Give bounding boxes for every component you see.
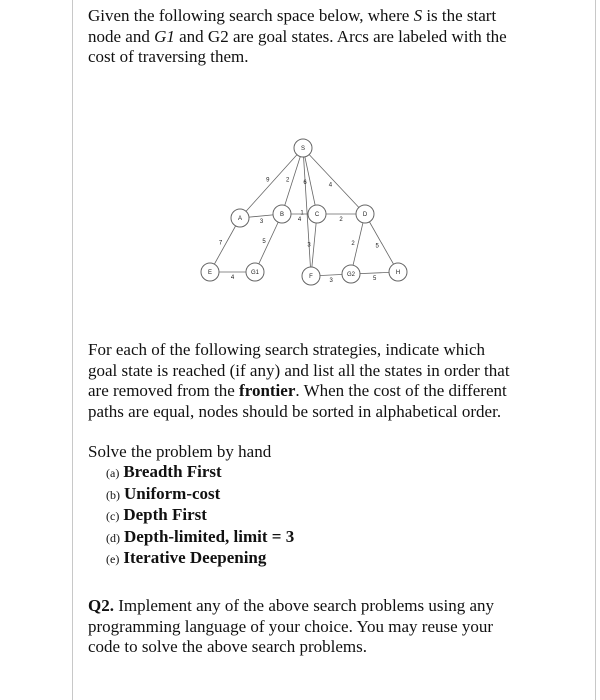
- graph-edge: [240, 146, 306, 218]
- instructions-text-2: . When the cost of the different paths are equal, nodes should be sorted in alphabetical order.: [88, 381, 507, 421]
- edge-cost-label: 1: [300, 210, 304, 217]
- edge-cost-label: 6: [303, 180, 307, 186]
- frontier-term: frontier: [239, 381, 296, 400]
- strategy-label: (c): [106, 509, 120, 523]
- edge-cost-label: 7: [218, 240, 223, 247]
- edge-cost-label: 2: [351, 240, 355, 247]
- strategy-label: (a): [106, 466, 120, 480]
- graph-node-g2: [342, 265, 360, 283]
- strategy-name: Breadth First: [123, 462, 222, 481]
- strategy-item: [106, 548, 294, 570]
- edge-cost-label: 3: [307, 242, 311, 249]
- intro-start-node: S: [413, 6, 423, 25]
- strategy-item: [106, 505, 294, 527]
- graph-node-a: [231, 209, 249, 227]
- edge-cost-label: 2: [339, 217, 343, 223]
- node-label: G2: [346, 272, 356, 278]
- solve-by-hand-line: Solve the problem by hand: [88, 442, 272, 461]
- intro-paragraph: [88, 6, 518, 68]
- edge-cost-label: 3: [259, 219, 264, 225]
- edge-cost-label: 3: [329, 278, 333, 284]
- edge-cost-label: 4: [297, 217, 302, 223]
- intro-goal-g1: G1: [154, 26, 175, 46]
- strategy-list: [106, 462, 294, 570]
- instructions-text-1: For each of the following search strategies, indicate which goal state is reached (if any) and list all the states in order that are removed from the: [88, 340, 510, 400]
- q2-text: Implement any of the above search problems using any programming language of your choice. You may reuse your code to solve the above search problems.: [88, 596, 495, 656]
- node-label: C: [314, 212, 320, 218]
- graph-node-e: [201, 263, 219, 281]
- graph-edge: [300, 146, 365, 214]
- edge-cost-label: 9: [266, 177, 270, 184]
- strategy-name: Uniform-cost: [124, 483, 221, 503]
- graph-node-b: [273, 205, 291, 223]
- node-label: S: [300, 146, 306, 152]
- strategy-name: Iterative Deepening: [123, 548, 267, 567]
- strategy-item: [106, 527, 294, 549]
- q2-number: Q2.: [88, 596, 114, 615]
- edge-cost-label: 4: [230, 275, 235, 281]
- intro-text-3: and G2 are goal states. Arcs are labeled with the cost of traversing them.: [88, 26, 507, 66]
- node-label: B: [279, 212, 285, 218]
- edge-cost-label: 5: [375, 243, 379, 250]
- intro-text-1: Given the following search space below, where: [88, 6, 414, 25]
- q2-paragraph: [88, 596, 518, 658]
- node-label: A: [237, 216, 243, 222]
- node-label: G1: [250, 270, 260, 276]
- strategy-item: [106, 462, 294, 484]
- strategy-name: Depth First: [123, 505, 207, 524]
- strategy-label: (b): [106, 487, 120, 502]
- node-label: D: [362, 212, 368, 218]
- graph-node-f: [302, 267, 320, 285]
- strategy-name: Depth-limited, limit = 3: [124, 526, 295, 546]
- node-label: F: [309, 274, 313, 280]
- search-space-graph: [190, 130, 420, 300]
- intro-text-2: is the start node and: [88, 6, 497, 46]
- strategy-item: [106, 484, 294, 506]
- graph-node-d: [356, 205, 374, 223]
- graph-node-s: [294, 139, 312, 157]
- instructions-paragraph: [88, 340, 518, 422]
- strategy-label: (e): [106, 552, 120, 566]
- graph-node-h: [389, 263, 407, 281]
- strategy-label: (d): [106, 530, 120, 545]
- graph-node-c: [308, 205, 326, 223]
- edge-cost-label: 4: [328, 182, 333, 189]
- graph-node-g1: [246, 263, 264, 281]
- node-label: E: [207, 270, 213, 276]
- edge-cost-label: 2: [286, 177, 290, 184]
- graph-edge: [362, 212, 398, 272]
- node-label: H: [395, 270, 401, 276]
- edge-cost-label: 5: [262, 238, 266, 245]
- edge-cost-label: 5: [373, 276, 377, 282]
